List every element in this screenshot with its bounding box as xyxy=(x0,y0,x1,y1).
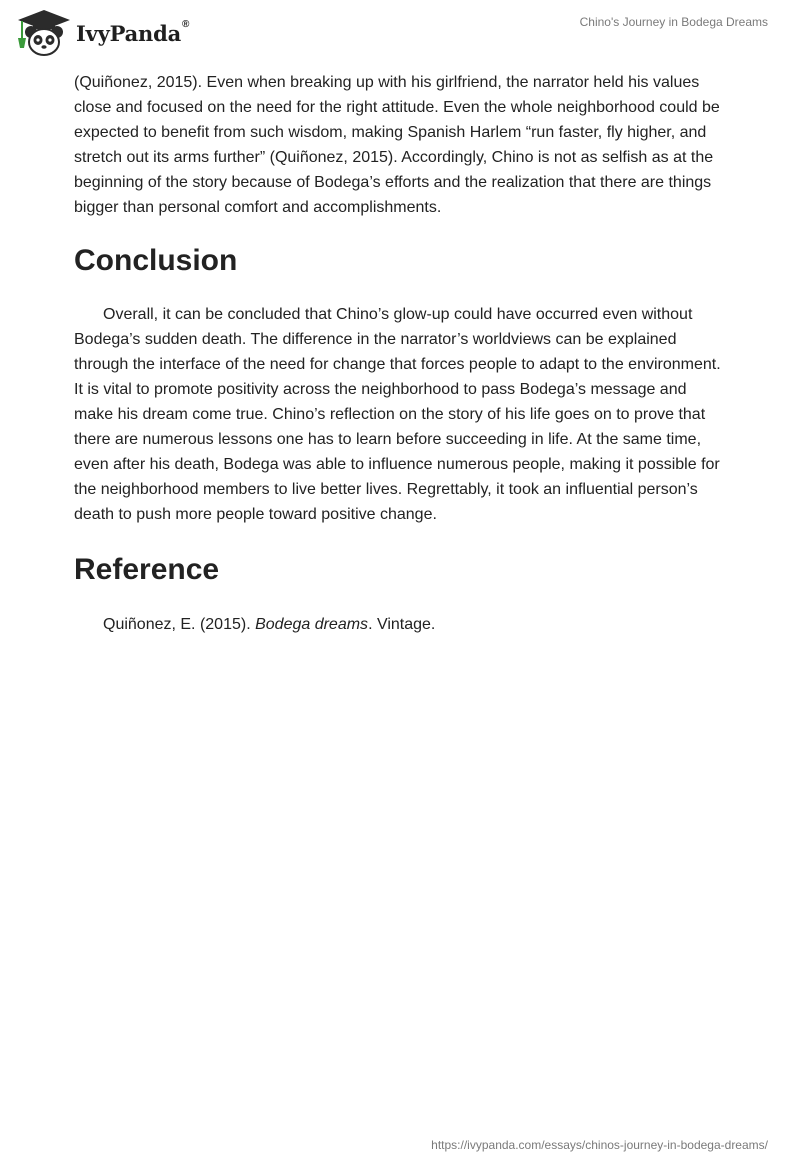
reference-heading: Reference xyxy=(74,553,220,586)
page-header xyxy=(0,0,800,70)
panda-graduate-icon xyxy=(14,8,74,58)
reference-entry xyxy=(74,612,724,637)
conclusion-paragraph: Overall, it can be concluded that Chino’s glow-up could have occurred even without Bodega’s sudden death. The difference in the narrator’s worldviews can be explained through the interface of the need for change that forces people to adapt to the environment. It is vital to promote positivity across the neighborhood to pass Bodega’s message and make his dream come true. Chino’s reflection on the story of his life goes on to prove that there are numerous lessons one has to learn before succeeding in life. At the same time, even after his death, Bodega was able to influence numerous people, making it possible for the neighborhood members to live better lives. Regrettably, it took an influential person’s death to push more people toward positive change. xyxy=(74,306,721,523)
intro-paragraph: (Quiñonez, 2015). Even when breaking up with his girlfriend, the narrator held his values close and focused on the need for the right attitude. Even the whole neighborhood could be expected to benefit from such wisdom, making Spanish Harlem “run faster, fly higher, and stretch out its arms further” (Quiñonez, 2015). Accordingly, Chino is not as selfish as at the beginning of the story because of Bodega’s efforts and the realization that there are things bigger than personal comfort and accomplishments. xyxy=(74,74,720,216)
source-url[interactable]: https://ivypanda.com/essays/chinos-journey-in-bodega-dreams/ xyxy=(431,1138,768,1152)
reference-publisher: . Vintage. xyxy=(368,616,436,633)
conclusion-heading: Conclusion xyxy=(74,244,238,277)
essay-content xyxy=(74,70,724,637)
reference-title: Bodega dreams xyxy=(255,616,369,633)
reference-author-year: Quiñonez, E. (2015). xyxy=(103,616,256,633)
document-title: Chino's Journey in Bodega Dreams xyxy=(579,15,768,29)
brand-name: IvyPanda® xyxy=(76,18,190,46)
ivypanda-logo[interactable] xyxy=(14,8,189,58)
